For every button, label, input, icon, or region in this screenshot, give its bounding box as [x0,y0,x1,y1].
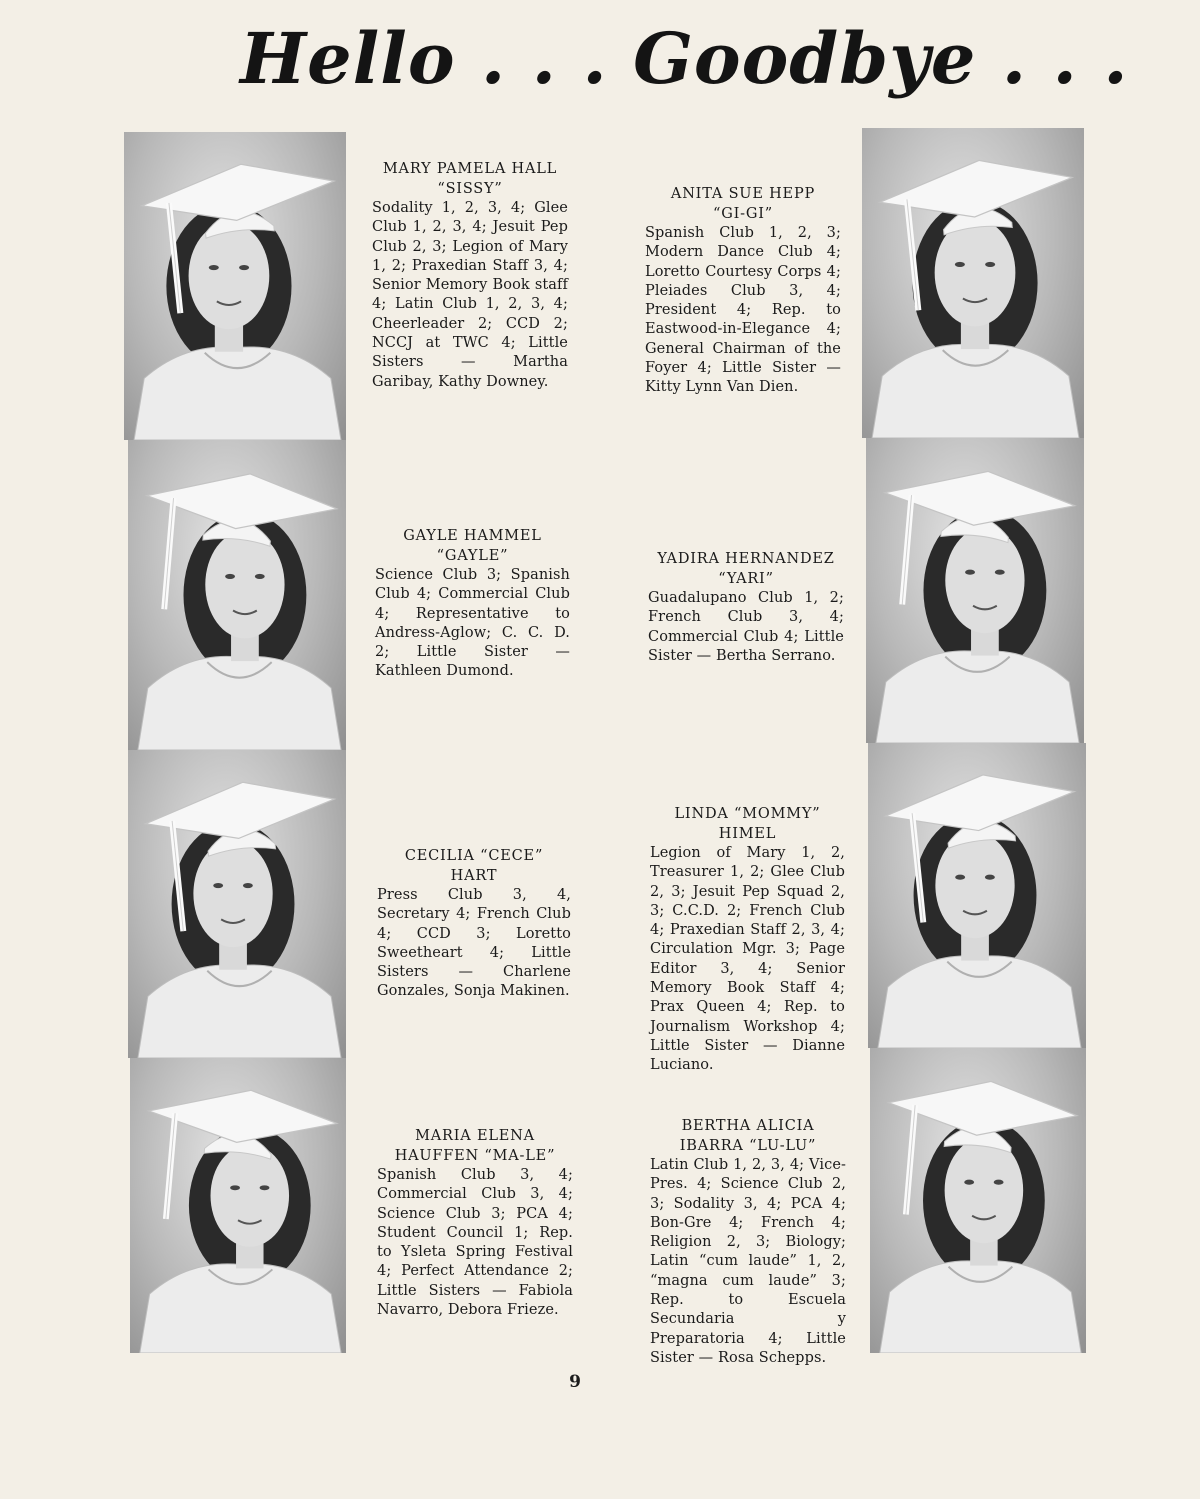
senior-entry [377,1127,573,1320]
senior-entry [372,160,568,392]
portrait-photo [870,1048,1086,1353]
senior-nickname: “SISSY” [437,180,503,197]
portrait-silhouette [130,1058,346,1353]
senior-activities: Science Club 3; Spanish Club 4; Commercial Club 4; Representative to Andress-Aglow; C. C. D. 2; Little Sister — Kathleen Dumond. [375,567,570,680]
page-number: 9 [569,1372,581,1392]
portrait-photo [128,750,346,1058]
senior-entry [375,527,570,682]
senior-name: MARY PAMELA HALL [382,161,558,177]
senior-activities: Spanish Club 3, 4; Commercial Club 3, 4; Science Club 3; PCA 4; Student Council 1; Rep. to Ysleta Spring Festival 4; Perfect Attendance 2; Little Sisters — Fabiola Navarro, Debora Frieze. [377,1167,573,1319]
senior-activities: Legion of Mary 1, 2, Treasurer 1, 2; Glee Club 2, 3; Jesuit Pep Squad 2, 3; C.C.D. 2; French Club 4; Praxedian Staff 2, 3, 4; Circulation Mgr. 3; Page Editor 3, 4; Senior Memory Book Staff 4; Prax Queen 4; Rep. to Journalism Workshop 4; Little Sister — Dianne Luciano. [650,845,845,1074]
senior-entry [377,847,571,1002]
senior-entry [650,1117,846,1368]
senior-name: YADIRA HERNANDEZ [657,551,835,567]
senior-nickname: HAUFFEN “MA-LE” [394,1147,556,1164]
senior-nickname: “GI-GI” [713,205,773,222]
portrait-silhouette [862,128,1084,438]
senior-nickname: “GAYLE” [436,547,509,564]
senior-entry [648,550,844,666]
senior-nickname: IBARRA “LU-LU” [679,1137,817,1154]
senior-name: MARIA ELENA [415,1128,535,1144]
portrait-silhouette [870,1048,1086,1353]
senior-name: LINDA “MOMMY” [674,806,821,822]
portrait-photo [868,743,1086,1048]
senior-entry [650,805,845,1076]
senior-name: BERTHA ALICIA [681,1118,815,1134]
senior-activities: Press Club 3, 4, Secretary 4; French Club 4; CCD 3; Loretto Sweetheart 4; Little Sisters — Charlene Gonzales, Sonja Makinen. [377,887,571,1000]
senior-nickname: HART [450,867,498,884]
portrait-silhouette [124,132,346,440]
portrait-silhouette [128,750,346,1058]
senior-name: ANITA SUE HEPP [670,186,816,202]
senior-activities: Sodality 1, 2, 3, 4; Glee Club 1, 2, 3, 4; Jesuit Pep Club 2, 3; Legion of Mary 1, 2; Praxedian Staff 3, 4; Senior Memory Book staff 4; Latin Club 1, 2, 3, 4; Cheerleader 2; CCD 2; NCCJ at TWC 4; Little Sisters — Martha Garibay, Kathy Downey. [372,200,568,390]
senior-name: GAYLE HAMMEL [403,528,542,544]
portrait-photo [128,440,346,750]
portrait-photo [866,438,1084,743]
page-title: Hello . . . Goodbye . . . [240,17,1129,100]
portrait-photo [130,1058,346,1353]
portrait-silhouette [866,438,1084,743]
senior-activities: Guadalupano Club 1, 2; French Club 3, 4; Commercial Club 4; Little Sister — Bertha Serrano. [648,590,844,664]
portrait-silhouette [128,440,346,750]
portrait-photo [862,128,1084,438]
senior-entry [645,185,841,398]
senior-activities: Spanish Club 1, 2, 3; Modern Dance Club 4; Loretto Courtesy Corps 4; Pleiades Club 3, 4; President 4; Rep. to Eastwood-in-Elegance 4; General Chairman of the Foyer 4; Little Sister — Kitty Lynn Van Dien. [645,225,841,396]
senior-name: CECILIA “CECE” [404,848,544,864]
senior-activities: Latin Club 1, 2, 3, 4; Vice-Pres. 4; Science Club 2, 3; Sodality 3, 4; PCA 4; Bon-Gre 4; French 4; Religion 2, 3; Biology; Latin “cum laude” 1, 2, “magna cum laude” 3; Rep. to Escuela Secundaria y Preparatoria 4; Little Sister — Rosa Schepps. [650,1157,846,1366]
senior-nickname: “YARI” [718,570,774,587]
senior-nickname: HIMEL [718,825,777,842]
portrait-photo [124,132,346,440]
portrait-silhouette [868,743,1086,1048]
